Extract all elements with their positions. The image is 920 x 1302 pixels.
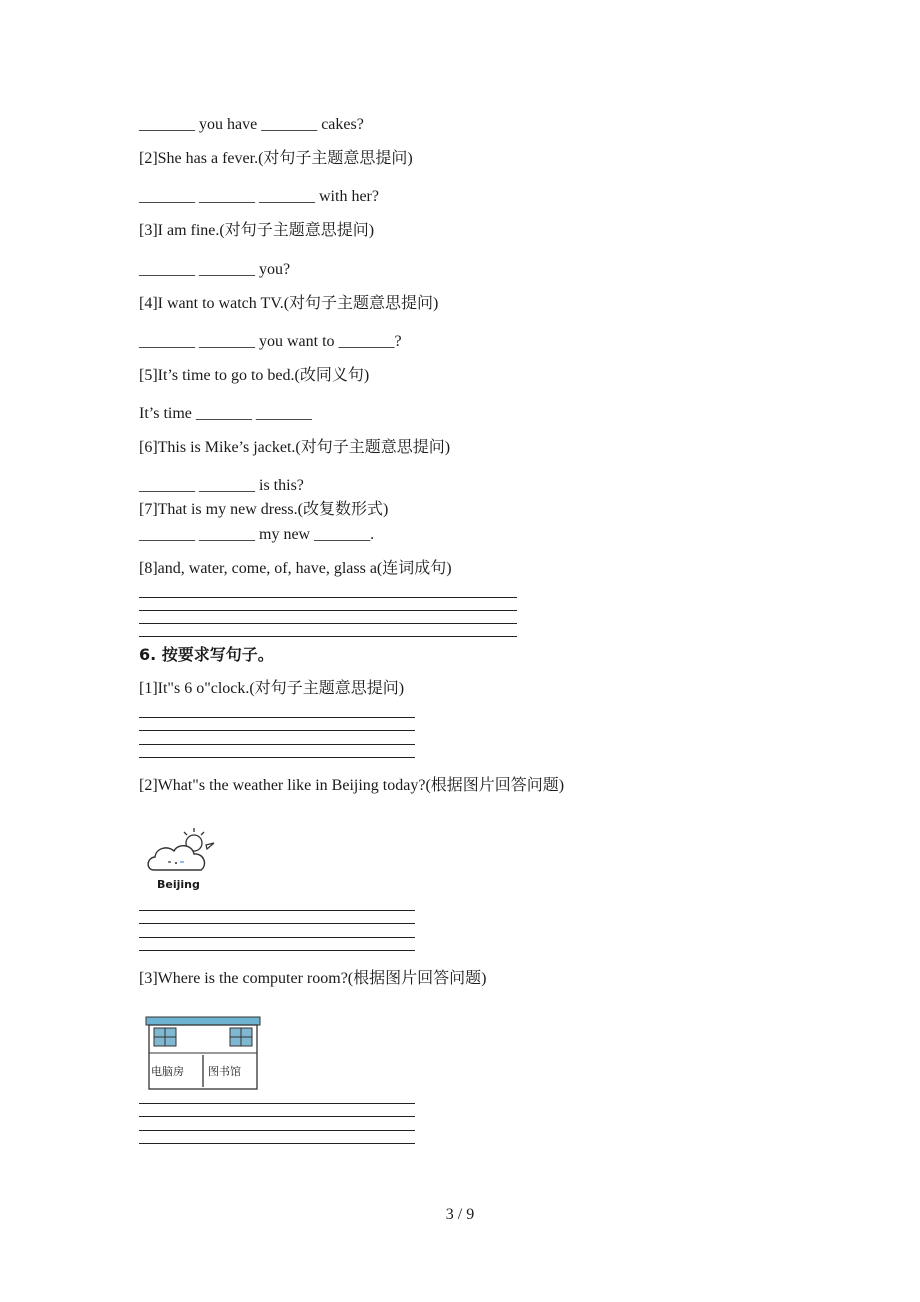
answer-line-3: _______ _______ you?	[139, 261, 291, 278]
writing-rule	[139, 636, 517, 637]
s6-question-3: [3]Where is the computer room?(根据图片回答问题)	[139, 970, 487, 987]
s6-question-1: [1]It"s 6 o"clock.(对句子主题意思提问)	[139, 680, 405, 697]
building-image	[144, 1013, 262, 1091]
writing-rule	[139, 757, 415, 758]
question-6: [6]This is Mike’s jacket.(对句子主题意思提问)	[139, 439, 451, 456]
writing-rule	[139, 1116, 415, 1117]
answer-line-7: _______ _______ my new _______.	[139, 526, 375, 543]
writing-rule	[139, 623, 517, 624]
writing-rule	[139, 597, 517, 598]
answer-line-6: _______ _______ is this?	[139, 477, 304, 494]
question-4: [4]I want to watch TV.(对句子主题意思提问)	[139, 295, 439, 312]
writing-rule	[139, 937, 415, 938]
page-number: 3 / 9	[445, 1206, 475, 1223]
question-3: [3]I am fine.(对句子主题意思提问)	[139, 222, 375, 239]
beijing-label: Beijing	[157, 878, 200, 891]
writing-rule	[139, 717, 415, 718]
library-label: 图书馆	[208, 1065, 241, 1078]
question-7: [7]That is my new dress.(改复数形式)	[139, 501, 389, 518]
building-icon	[144, 1013, 262, 1091]
writing-rule	[139, 610, 517, 611]
writing-rule	[139, 1103, 415, 1104]
writing-rule	[139, 910, 415, 911]
section-heading: 6. 按要求写句子。	[139, 645, 274, 664]
s6-question-2: [2]What"s the weather like in Beijing today?(根据图片回答问题)	[139, 777, 565, 794]
writing-rule	[139, 923, 415, 924]
writing-rule	[139, 1143, 415, 1144]
writing-rule	[139, 1130, 415, 1131]
writing-rule	[139, 730, 415, 731]
answer-line-1: _______ you have _______ cakes?	[139, 116, 364, 133]
answer-line-5: It’s time _______ _______	[139, 405, 312, 422]
writing-rule	[139, 950, 415, 951]
cloudy-sunny-weather-image	[144, 823, 220, 895]
answer-line-2: _______ _______ _______ with her?	[139, 188, 379, 205]
question-2: [2]She has a fever.(对句子主题意思提问)	[139, 150, 413, 167]
question-8: [8]and, water, come, of, have, glass a(连词成句)	[139, 560, 452, 577]
computer-room-label: 电脑房	[151, 1065, 184, 1078]
answer-line-4: _______ _______ you want to _______?	[139, 333, 402, 350]
question-5: [5]It’s time to go to bed.(改同义句)	[139, 367, 370, 384]
writing-rule	[139, 744, 415, 745]
